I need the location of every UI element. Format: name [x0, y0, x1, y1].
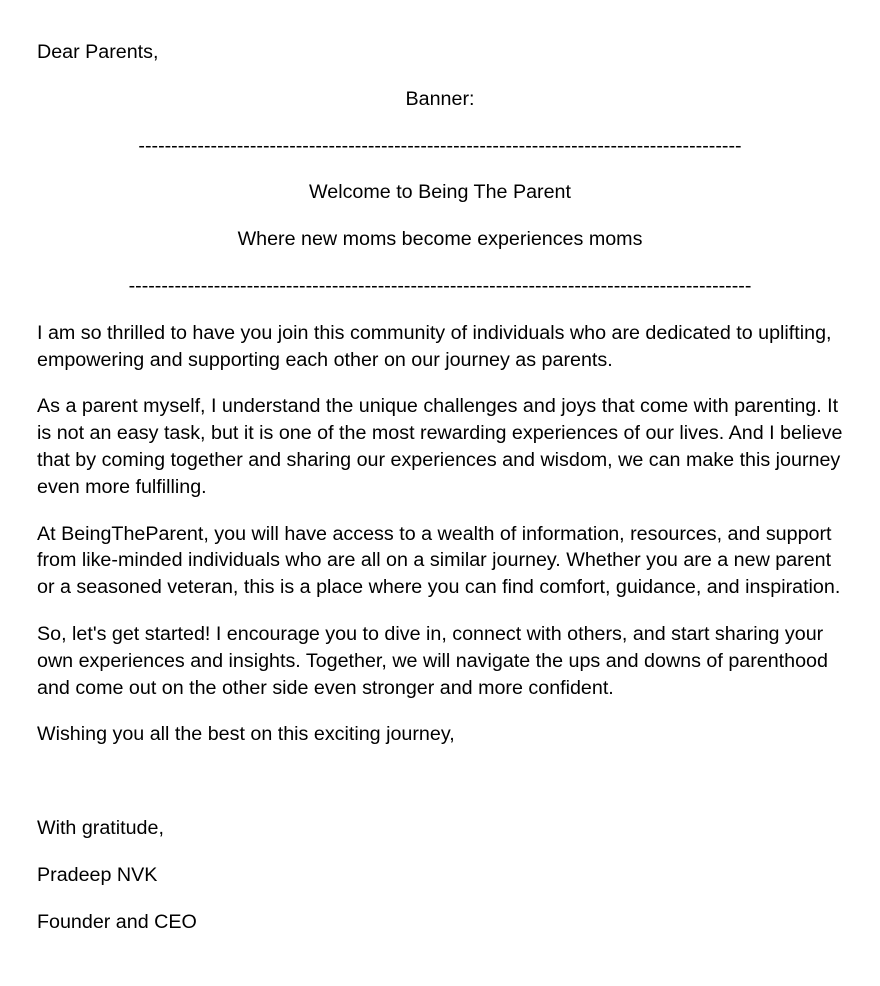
body-paragraph: At BeingTheParent, you will have access to a wealth of information, resources, and support from like-minded individuals who are all on a similar journey. Whether you are a new parent or a seasoned veteran, this is a place where you can find comfort, guidance, and inspiration.	[37, 522, 841, 599]
salutation: Dear Parents,	[37, 41, 159, 63]
banner-divider-bottom: -----------------------------------------------------------------------------------------------	[128, 274, 752, 297]
signature-name: Pradeep NVK	[37, 863, 158, 886]
banner-label: Banner:	[405, 87, 475, 110]
signature-title: Founder and CEO	[37, 910, 197, 933]
closing-line: Wishing you all the best on this exciting journey,	[37, 723, 455, 746]
body-paragraph: I am so thrilled to have you join this community of individuals who are dedicated to uplifting, empowering and supporting each other on our journey as parents.	[37, 321, 832, 371]
body-paragraph: So, let's get started! I encourage you to dive in, connect with others, and start sharing your own experiences and insights. Together, we will navigate the ups and downs of parenthood and come out on the other side even stronger and more confident.	[37, 622, 828, 699]
welcome-letter	[37, 39, 843, 936]
signature-gap	[37, 768, 843, 815]
banner-title: Welcome to Being The Parent	[309, 181, 571, 204]
banner-divider-top: --------------------------------------------------------------------------------------------	[138, 134, 742, 157]
banner-tagline: Where new moms become experiences moms	[237, 228, 643, 251]
signoff: With gratitude,	[37, 817, 164, 840]
body-paragraph: As a parent myself, I understand the unique challenges and joys that come with parenting. It is not an easy task, but it is one of the most rewarding experiences of our lives. And I believe that by coming together and sharing our experiences and wisdom, we can make this journey even more fulfilling.	[37, 395, 843, 498]
